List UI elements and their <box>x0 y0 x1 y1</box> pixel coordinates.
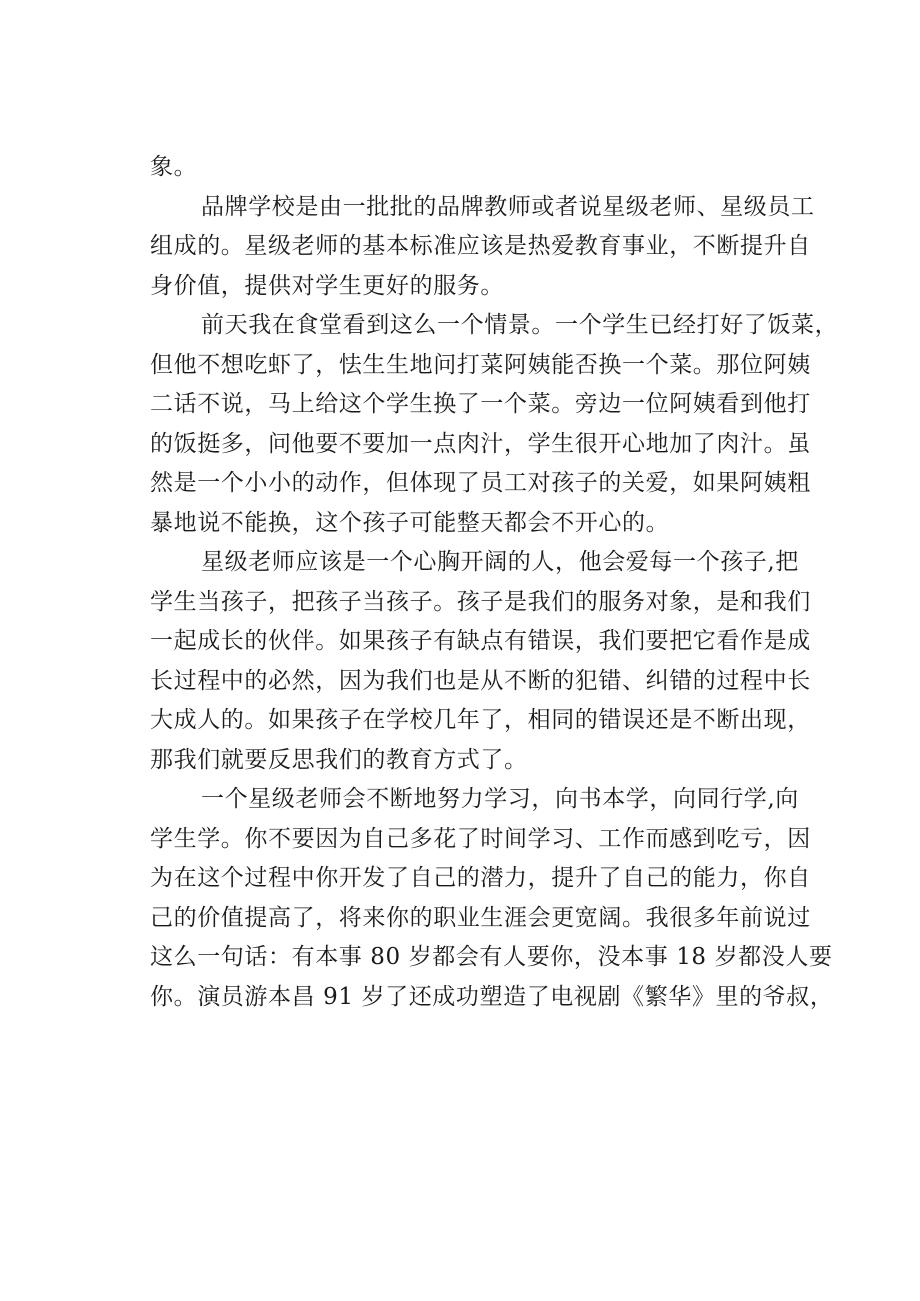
text-line: 长过程中的必然，因为我们也是从不断的犯错、纠错的过程中长 <box>150 667 811 694</box>
paragraph-first-line: 品牌学校是由一批批的品牌教师或者说星级老师、星级员工 <box>201 193 815 220</box>
paragraph-first-line: 一个星级老师会不断地努力学习，向书本学，向同行学,向 <box>201 786 799 812</box>
text-line: 然是一个小小的动作，但体现了员工对孩子的关爱，如果阿姨粗 <box>150 470 811 496</box>
text-line: 你。演员游本昌 91 岁了还成功塑造了电视剧《繁华》里的爷叔， <box>150 983 834 1010</box>
text-line: 一起成长的伙伴。如果孩子有缺点有错误，我们要把它看作是成 <box>150 628 811 654</box>
document-body <box>150 148 839 1017</box>
text-line: 暴地说不能换，这个孩子可能整天都会不开心的。 <box>150 509 670 536</box>
text-line: 学生当孩子，把孩子当孩子。孩子是我们的服务对象，是和我们 <box>150 588 811 615</box>
text-line: 这么一句话：有本事 80 岁都会有人要你，没本事 18 岁都没人要 <box>150 944 833 970</box>
text-line: 但他不想吃虾了，怯生生地问打菜阿姨能否换一个菜。那位阿姨 <box>150 351 811 378</box>
text-line: 象。 <box>150 154 198 180</box>
text-line: 那我们就要反思我们的教育方式了。 <box>150 746 528 773</box>
text-line: 己的价值提高了，将来你的职业生涯会更宽阔。我很多年前说过 <box>150 904 811 931</box>
text-line: 大成人的。如果孩子在学校几年了，相同的错误还是不断出现， <box>150 707 811 733</box>
paragraph-first-line: 星级老师应该是一个心胸开阔的人，他会爱每一个孩子,把 <box>201 549 799 575</box>
paragraph-first-line: 前天我在食堂看到这么一个情景。一个学生已经打好了饭菜， <box>201 312 839 338</box>
text-line: 二话不说，马上给这个学生换了一个菜。旁边一位阿姨看到他打 <box>150 391 811 417</box>
text-line: 学生学。你不要因为自己多花了时间学习、工作而感到吃亏，因 <box>150 825 811 852</box>
text-line: 为在这个过程中你开发了自己的潜力，提升了自己的能力，你自 <box>150 865 811 891</box>
text-line: 的饭挺多，问他要不要加一点肉汁，学生很开心地加了肉汁。虽 <box>150 430 811 457</box>
text-line: 组成的。星级老师的基本标准应该是热爱教育事业，不断提升自 <box>150 233 811 259</box>
text-line: 身价值，提供对学生更好的服务。 <box>150 272 504 299</box>
